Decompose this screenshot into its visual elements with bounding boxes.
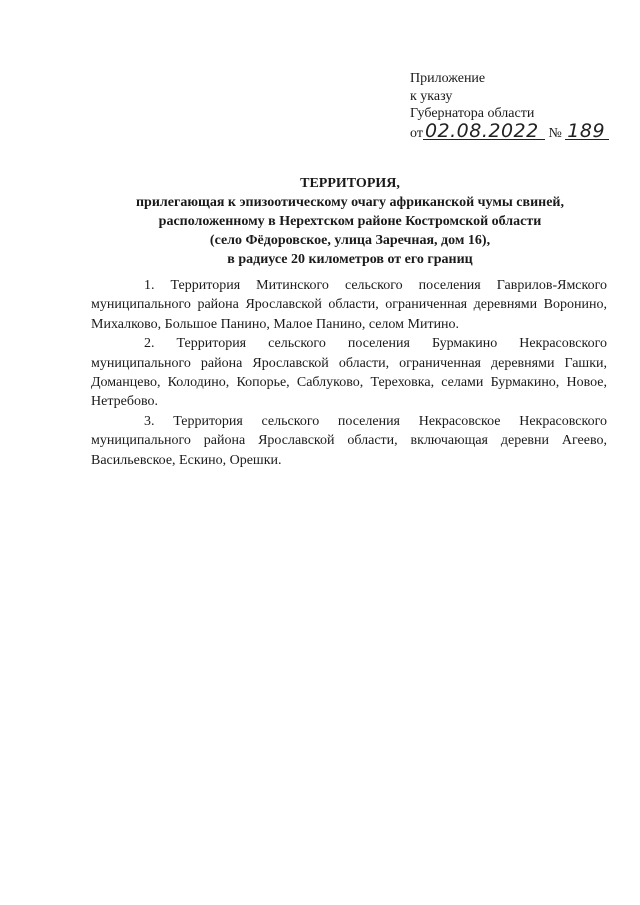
paragraph-2: 2. Территория сельского поселения Бурмакино Некрасовского муниципального района Ярославской области, ограниченная деревнями Гашки, Доманцево, Колодино, Копорье, Саблуково, Тереховка, селами Бурмакино, Новое, Нетребово. (91, 336, 607, 410)
appendix-block (410, 70, 630, 142)
number-sign: № (548, 125, 562, 141)
appendix-decree-ref: к указу (410, 88, 453, 104)
handwritten-date: 02.08.2022 (423, 123, 545, 140)
title-line: в радиусе 20 километров от его границ (227, 252, 473, 267)
from-prefix: от (410, 125, 423, 141)
title-line: прилегающая к эпизоотическому очагу африканской чумы свиней, (135, 195, 564, 210)
document-title (90, 174, 610, 269)
appendix-date-line (410, 119, 630, 143)
title-heading: ТЕРРИТОРИЯ, (300, 176, 400, 191)
appendix-governor: Губернатора области (410, 106, 535, 121)
title-line: (село Фёдоровское, улица Заречная, дом 16), (209, 233, 491, 248)
document-body (91, 276, 607, 470)
appendix-label: Приложение (410, 71, 486, 86)
handwritten-number: 189 (565, 123, 609, 140)
paragraph-3: 3. Территория сельского поселения Некрасовское Некрасовского муниципального района Ярославской области, включающая деревни Агеево, Васильевское, Ескино, Орешки. (91, 413, 607, 468)
title-line: расположенному в Нерехтском районе Костромской области (158, 214, 542, 229)
paragraph-1: 1. Территория Митинского сельского поселения Гаврилов-Ямского муниципального района Ярославской области, ограниченная деревнями Воронино, Михалково, Большое Панино, Малое Панино, селом Митино. (91, 278, 607, 332)
